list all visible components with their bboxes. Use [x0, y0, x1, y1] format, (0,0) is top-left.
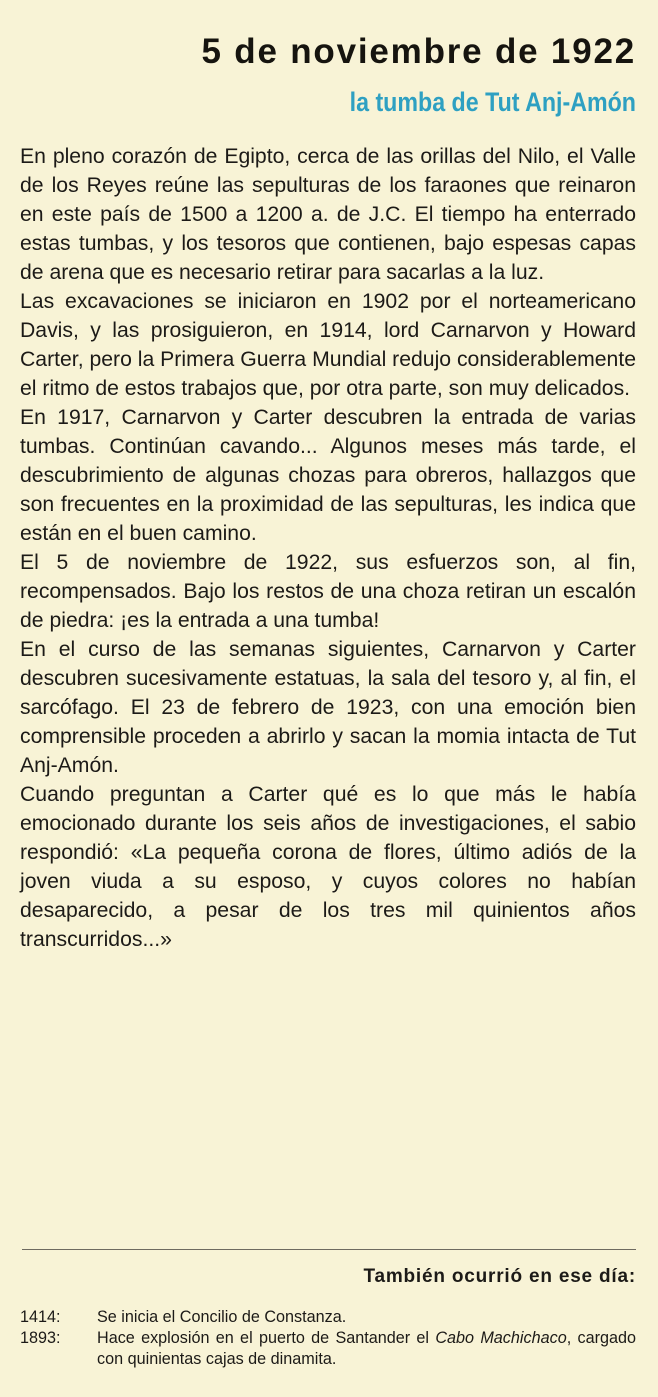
event-text-part: , cargado con quinientas cajas de dinamita. — [97, 1329, 636, 1368]
article-body — [20, 142, 636, 954]
paragraph: En pleno corazón de Egipto, cerca de las orillas del Nilo, el Valle de los Reyes reúne las sepulturas de los faraones que reinaron en este país de 1500 a 1200 a. de J.C. El tiempo ha enterrado estas tumbas, y los tesoros que contienen, bajo espesas capas de arena que es necesario retirar para sacarlas a la luz. — [20, 145, 636, 284]
also-happened-heading: También ocurrió en ese día: — [363, 1266, 636, 1287]
paragraph: Las excavaciones se iniciaron en 1902 por el norteamericano Davis, y las prosiguieron, en 1914, lord Carnarvon y Howard Carter, pero la Primera Guerra Mundial redujo considerablemente el ritmo de estos trabajos que, por otra parte, son muy delicados. — [20, 290, 636, 400]
event-text-part: Hace explosión en el puerto de Santander el — [97, 1329, 436, 1347]
event-year: 1893: — [20, 1329, 61, 1347]
events-list — [20, 1307, 636, 1370]
event-item — [20, 1328, 636, 1370]
paragraph: El 5 de noviembre de 1922, sus esfuerzos son, al fin, recompensados. Bajo los restos de una choza retiran un escalón de piedra: ¡es la entrada a una tumba! — [20, 551, 636, 632]
date-heading: 5 de noviembre de 1922 — [201, 32, 636, 71]
paragraph: En 1917, Carnarvon y Carter descubren la entrada de varias tumbas. Continúan cavando... Algunos meses más tarde, el descubrimiento de algunas chozas para obreros, hallazgos que son frecuentes en la proximidad de las sepulturas, les indica que están en el buen camino. — [20, 406, 636, 545]
event-year: 1414: — [20, 1308, 61, 1326]
article-subtitle: la tumba de Tut Anj-Amón — [349, 87, 636, 117]
section-divider — [22, 1249, 636, 1250]
event-item — [20, 1307, 636, 1328]
event-text: Se inicia el Concilio de Constanza. — [97, 1308, 347, 1326]
paragraph: Cuando preguntan a Carter qué es lo que más le había emocionado durante los seis años de investigaciones, el sabio respondió: «La pequeña corona de flores, último adiós de la joven viuda a su esposo, y cuyos colores no habían desaparecido, a pesar de los tres mil quinientos años transcurridos...» — [20, 783, 636, 951]
event-text — [97, 1328, 636, 1370]
paragraph: En el curso de las semanas siguientes, Carnarvon y Carter descubren sucesivamente estatuas, la sala del tesoro y, al fin, el sarcófago. El 23 de febrero de 1923, con una emoción bien comprensible proceden a abrirlo y sacan la momia intacta de Tut Anj-Amón. — [20, 638, 636, 777]
ship-name: Cabo Machichaco — [435, 1329, 567, 1347]
